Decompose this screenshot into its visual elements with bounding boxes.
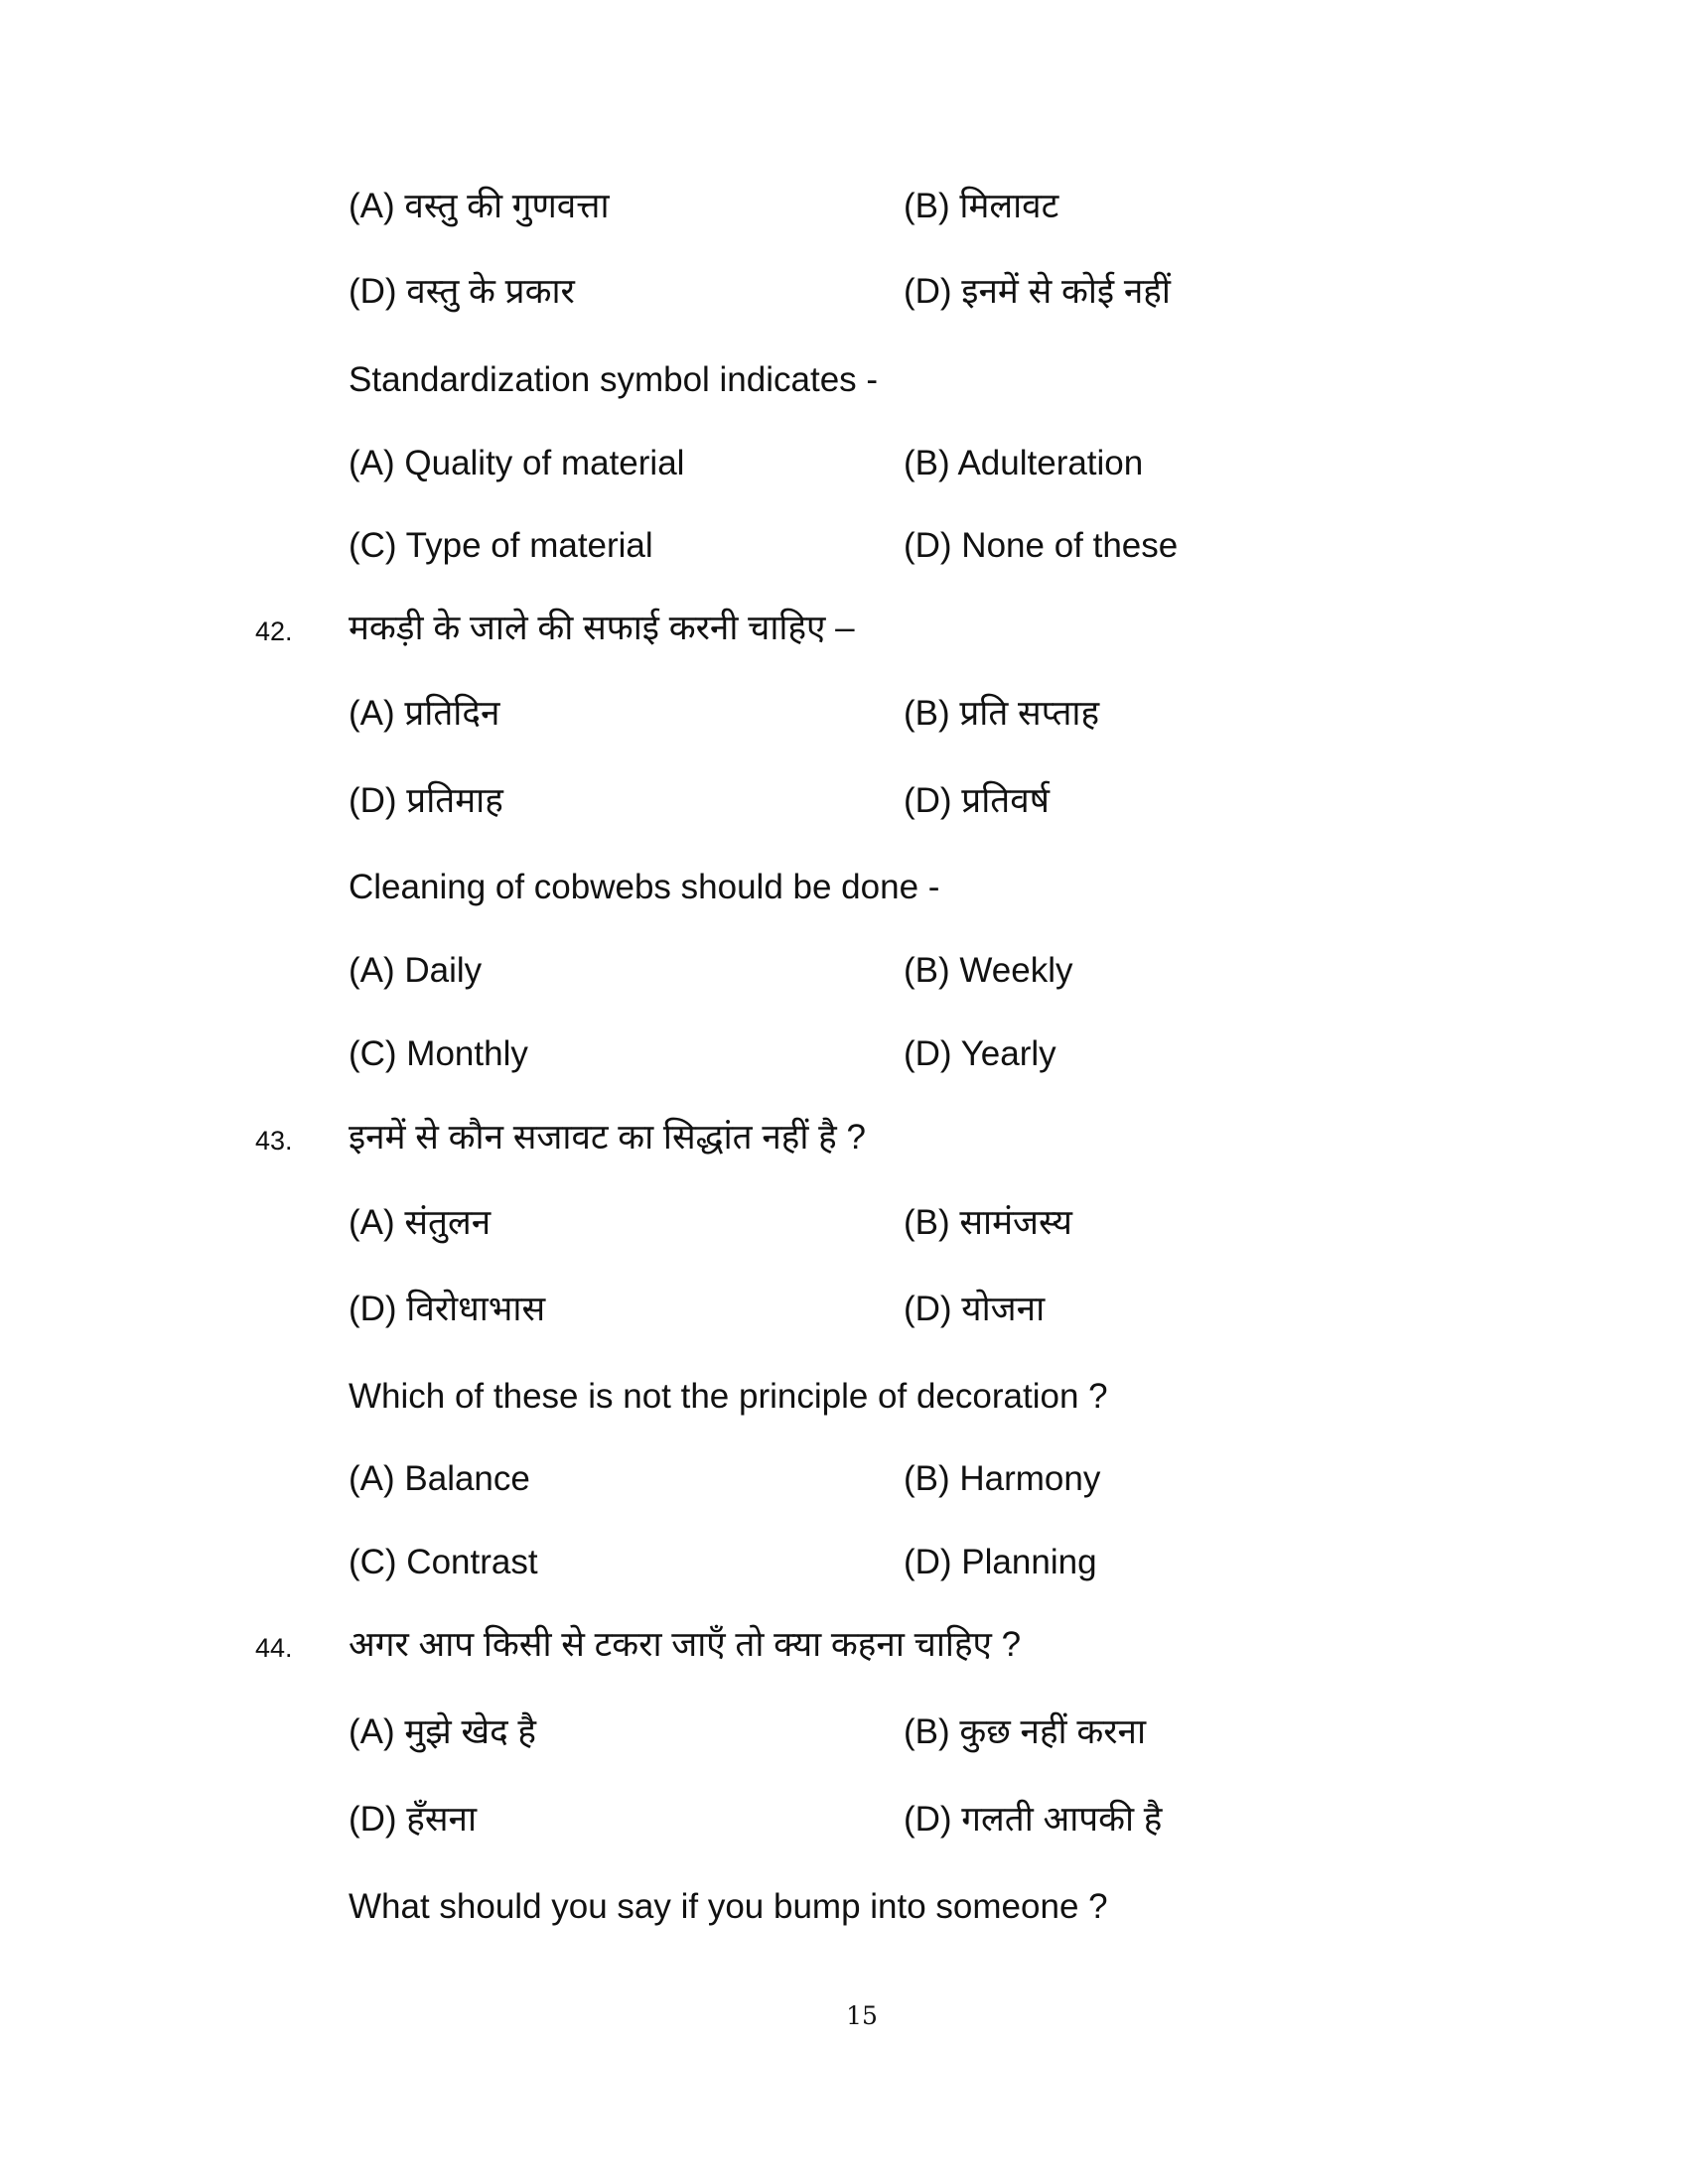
- option-en-d: (D) None of these: [904, 526, 1179, 565]
- option-en-d: (D) Planning: [904, 1543, 1097, 1581]
- option-hi-a: (A) संतुलन: [349, 1203, 492, 1242]
- page-number: 15: [846, 2001, 878, 2030]
- question-text-hi: इनमें से कौन सजावट का सिद्धांत नहीं है ?: [349, 1118, 866, 1157]
- option-en-c: (C) Contrast: [349, 1543, 538, 1581]
- question-text-en: Standardization symbol indicates -: [349, 360, 879, 399]
- option-hi-d: (D) योजना: [904, 1290, 1046, 1328]
- option-hi-b: (B) कुछ नहीं करना: [904, 1712, 1147, 1751]
- option-en-d: (D) Yearly: [904, 1034, 1056, 1073]
- option-en-c: (C) Monthly: [349, 1034, 528, 1073]
- option-hi-a: (A) मुझे खेद है: [349, 1712, 537, 1751]
- option-hi-a: (A) वस्तु की गुणवत्ता: [349, 187, 610, 225]
- option-hi-c: (D) हँसना: [349, 1800, 478, 1839]
- option-en-b: (B) Harmony: [904, 1459, 1101, 1498]
- option-en-c: (C) Type of material: [349, 526, 653, 565]
- option-en-a: (A) Balance: [349, 1459, 530, 1498]
- option-hi-d: (D) इनमें से कोई नहीं: [904, 272, 1171, 311]
- option-en-b: (B) Weekly: [904, 951, 1073, 990]
- option-hi-c: (D) विरोधाभास: [349, 1290, 546, 1328]
- option-en-a: (A) Quality of material: [349, 444, 685, 482]
- question-number: 42.: [255, 616, 293, 646]
- question-text-en: Cleaning of cobwebs should be done -: [349, 868, 940, 906]
- question-number: 44.: [255, 1633, 293, 1663]
- option-hi-c: (D) वस्तु के प्रकार: [349, 272, 575, 311]
- question-text-en: What should you say if you bump into someone ?: [349, 1887, 1108, 1926]
- question-text-hi: अगर आप किसी से टकरा जाएँ तो क्या कहना चाहिए ?: [349, 1625, 1022, 1664]
- option-hi-d: (D) प्रतिवर्ष: [904, 781, 1050, 820]
- option-hi-c: (D) प्रतिमाह: [349, 781, 503, 820]
- question-number: 43.: [255, 1126, 293, 1156]
- question-text-en: Which of these is not the principle of decoration ?: [349, 1377, 1108, 1416]
- option-hi-b: (B) सामंजस्य: [904, 1203, 1072, 1242]
- option-en-b: (B) Adulteration: [904, 444, 1144, 482]
- option-hi-a: (A) प्रतिदिन: [349, 694, 500, 733]
- option-hi-b: (B) मिलावट: [904, 187, 1059, 225]
- option-hi-d: (D) गलती आपकी है: [904, 1800, 1163, 1839]
- option-en-a: (A) Daily: [349, 951, 483, 990]
- option-hi-b: (B) प्रति सप्ताह: [904, 694, 1100, 733]
- question-text-hi: मकड़ी के जाले की सफाई करनी चाहिए –: [349, 609, 855, 647]
